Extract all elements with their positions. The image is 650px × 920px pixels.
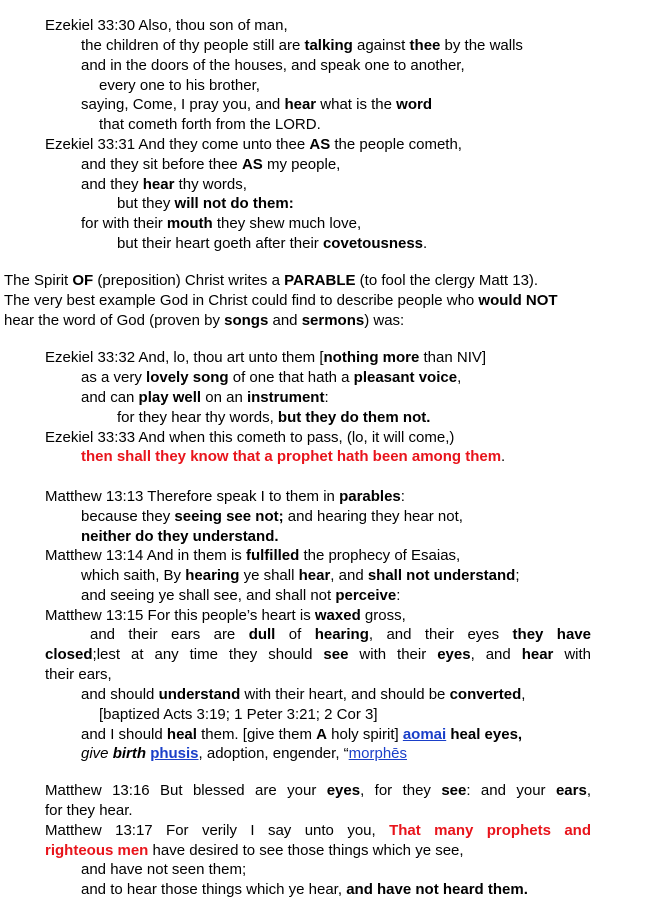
greek-link[interactable]: aomai — [402, 726, 447, 743]
text-run: , — [457, 369, 462, 386]
bold-run: seeing see not; — [174, 508, 284, 525]
text-run: Matthew 13:13 Therefore speak I to them in — [45, 488, 340, 505]
text-run: for with their — [81, 215, 167, 232]
text-line — [4, 311, 404, 331]
text-line — [4, 271, 538, 291]
bold-run: see — [323, 646, 349, 663]
text-run: ye shall — [239, 567, 299, 584]
italic-run: give — [81, 745, 113, 762]
text-line — [81, 685, 525, 705]
text-run: which saith, By — [81, 567, 186, 584]
text-line — [45, 546, 460, 566]
text-run: the prophecy of Esaias, — [299, 547, 461, 564]
bold-run: songs — [224, 312, 269, 329]
bold-run: dull — [248, 626, 276, 643]
text-run: as a very — [81, 369, 147, 386]
text-run: , adoption, engender, “ — [198, 745, 349, 762]
text-run: and to hear those things which ye hear, — [81, 881, 347, 898]
bold-run: word — [396, 96, 433, 113]
text-run: Ezekiel 33:32 And, lo, thou art unto them [ — [45, 349, 324, 366]
text-line — [45, 821, 591, 841]
bold-run: pleasant voice — [353, 369, 458, 386]
text-run: Matthew 13:14 And in them is — [45, 547, 246, 564]
text-line — [45, 428, 454, 448]
text-run: and they — [81, 176, 143, 193]
text-run: . — [501, 448, 506, 465]
text-line — [90, 625, 591, 645]
text-run: of one that hath a — [228, 369, 354, 386]
emphasis-run: That many prophets and — [389, 822, 592, 839]
bold-run: see — [441, 782, 467, 799]
text-run: that cometh forth from the LORD. — [99, 116, 321, 133]
text-run: and they sit before thee — [81, 156, 242, 173]
bold-run: AS — [309, 136, 331, 153]
bold-run: AS — [241, 156, 263, 173]
text-run: Ezekiel 33:33 And when this cometh to pass, (lo, it will come,) — [45, 429, 455, 446]
text-run: , and — [330, 567, 368, 584]
text-line — [81, 155, 340, 175]
text-run: have desired to see those things which ye see, — [148, 842, 464, 859]
text-line — [81, 214, 361, 234]
text-line — [117, 194, 294, 214]
bold-run: talking — [304, 37, 353, 54]
bold-run: heal eyes, — [450, 726, 523, 743]
text-run: ; — [515, 567, 520, 584]
text-run: but they — [117, 195, 175, 212]
bold-run: parables — [339, 488, 401, 505]
bold-run: and have not heard them. — [346, 881, 528, 898]
text-run: every one to his brother, — [99, 77, 260, 94]
text-line — [45, 841, 464, 861]
bold-run: heal — [166, 726, 197, 743]
text-run: Ezekiel 33:30 Also, thou son of man, — [45, 17, 288, 34]
text-run: (preposition) Christ writes a — [93, 272, 285, 289]
text-line — [45, 606, 406, 626]
bold-run: waxed — [314, 607, 361, 624]
text-run: . — [423, 235, 428, 252]
text-run: the people cometh, — [330, 136, 462, 153]
bold-run: shall not understand — [367, 567, 516, 584]
text-run: and hearing they hear not, — [283, 508, 463, 525]
text-line — [45, 665, 112, 685]
text-line — [99, 705, 378, 725]
text-run: Ezekiel 33:31 And they come unto thee — [45, 136, 310, 153]
text-line — [45, 801, 133, 821]
text-line — [45, 781, 591, 801]
text-run: their ears, — [45, 666, 112, 683]
text-run: and their ears are — [90, 626, 249, 643]
text-line — [45, 487, 405, 507]
text-run: for they hear. — [45, 802, 133, 819]
bold-run: hear — [284, 96, 317, 113]
text-run: my people, — [262, 156, 341, 173]
bold-run: will not do them: — [174, 195, 294, 212]
text-line — [81, 860, 246, 880]
text-run: holy spirit] — [326, 726, 403, 743]
text-run: The very best example God in Christ could find to describe people who — [4, 292, 479, 309]
greek-link[interactable]: morphēs — [348, 745, 408, 762]
text-run: they shew much love, — [212, 215, 362, 232]
text-line — [81, 507, 463, 527]
bold-run: hear — [142, 176, 175, 193]
emphasis-run: righteous men — [45, 842, 149, 859]
text-line — [81, 725, 522, 745]
text-run: , for they — [360, 782, 442, 799]
text-run: Matthew 13:15 For this people’s heart is — [45, 607, 315, 624]
text-run: with — [553, 646, 592, 663]
bold-run: understand — [158, 686, 241, 703]
bold-run: neither do they understand. — [81, 528, 279, 545]
text-run: with their — [348, 646, 438, 663]
bold-run: hear — [298, 567, 331, 584]
text-run: but their heart goeth after their — [117, 235, 323, 252]
text-line — [45, 135, 462, 155]
text-run: The Spirit — [4, 272, 73, 289]
text-line — [99, 115, 321, 135]
text-run: : and your — [466, 782, 556, 799]
text-run: on an — [201, 389, 247, 406]
text-line — [81, 880, 528, 900]
text-line — [4, 291, 558, 311]
text-line — [45, 16, 288, 36]
text-run: than NIV] — [419, 349, 487, 366]
text-line — [45, 645, 591, 665]
text-line — [45, 348, 486, 368]
bold-run: closed — [45, 646, 93, 663]
bold-italic-run: birth — [112, 745, 147, 762]
text-run: Matthew 13:17 For verily I say unto you, — [45, 822, 390, 839]
text-run: and should — [81, 686, 159, 703]
text-run: what is the — [316, 96, 397, 113]
text-line — [81, 56, 465, 76]
text-line — [81, 566, 520, 586]
text-line — [81, 527, 279, 547]
text-run: ;lest at any time they should — [92, 646, 324, 663]
bold-run: perceive — [335, 587, 397, 604]
text-line — [81, 586, 400, 606]
bold-run: thee — [409, 37, 441, 54]
bold-run: they have — [512, 626, 591, 643]
text-line — [81, 95, 432, 115]
bold-run: PARABLE — [284, 272, 356, 289]
text-run: , — [521, 686, 526, 703]
text-line — [117, 408, 430, 428]
bold-run: hearing — [314, 626, 369, 643]
text-run: , — [586, 782, 591, 799]
text-run: , and their eyes — [368, 626, 513, 643]
text-line — [81, 388, 329, 408]
text-run: by the walls — [440, 37, 523, 54]
bold-run: instrument — [246, 389, 325, 406]
bold-run: nothing more — [323, 349, 420, 366]
text-run: ) was: — [364, 312, 405, 329]
text-line — [81, 744, 407, 764]
text-run: the children of thy people still are — [81, 37, 305, 54]
text-run: because they — [81, 508, 175, 525]
bold-run: eyes — [326, 782, 361, 799]
text-run: and seeing ye shall see, and shall not — [81, 587, 336, 604]
text-run: and in the doors of the houses, and speak one to another, — [81, 57, 465, 74]
text-run: of — [275, 626, 315, 643]
bold-run: fulfilled — [245, 547, 300, 564]
text-run: : — [324, 389, 329, 406]
text-run: hear the word of God (proven by — [4, 312, 225, 329]
text-line — [81, 368, 461, 388]
text-run: [baptized Acts 3:19; 1 Peter 3:21; 2 Cor 3] — [99, 706, 378, 723]
text-line — [117, 234, 427, 254]
text-run: : — [396, 587, 401, 604]
text-line — [81, 36, 523, 56]
text-line — [81, 447, 505, 467]
text-run: them. [give them — [196, 726, 317, 743]
bold-run: converted — [449, 686, 522, 703]
bold-run: would NOT — [478, 292, 558, 309]
text-run: and have not seen them; — [81, 861, 247, 878]
text-run: and I should — [81, 726, 167, 743]
bold-run: play well — [138, 389, 202, 406]
text-run: for they hear thy words, — [117, 409, 278, 426]
bold-run: mouth — [166, 215, 213, 232]
text-run: thy words, — [174, 176, 247, 193]
text-line — [81, 175, 247, 195]
text-run: gross, — [360, 607, 406, 624]
text-run: and can — [81, 389, 139, 406]
bold-run: OF — [72, 272, 94, 289]
text-run: with their heart, and should be — [240, 686, 450, 703]
bold-run: but they do them not. — [277, 409, 431, 426]
text-run: (to fool the clergy Matt 13). — [355, 272, 539, 289]
bold-run: lovely song — [146, 369, 229, 386]
bold-run: covetousness — [322, 235, 424, 252]
bold-run: hear — [521, 646, 554, 663]
bold-run: A — [316, 726, 327, 743]
text-run: Matthew 13:16 But blessed are your — [45, 782, 327, 799]
emphasis-run: then shall they know that a prophet hath been among them — [81, 448, 502, 465]
greek-link[interactable]: phusis — [150, 745, 199, 762]
bold-run: hearing — [185, 567, 240, 584]
text-run: saying, Come, I pray you, and — [81, 96, 285, 113]
text-run: , and — [470, 646, 522, 663]
bold-run: eyes — [437, 646, 471, 663]
bold-run: sermons — [301, 312, 365, 329]
text-run: : — [400, 488, 405, 505]
text-run: and — [268, 312, 302, 329]
text-run: against — [352, 37, 410, 54]
text-line — [99, 76, 260, 96]
bold-run: ears — [555, 782, 587, 799]
